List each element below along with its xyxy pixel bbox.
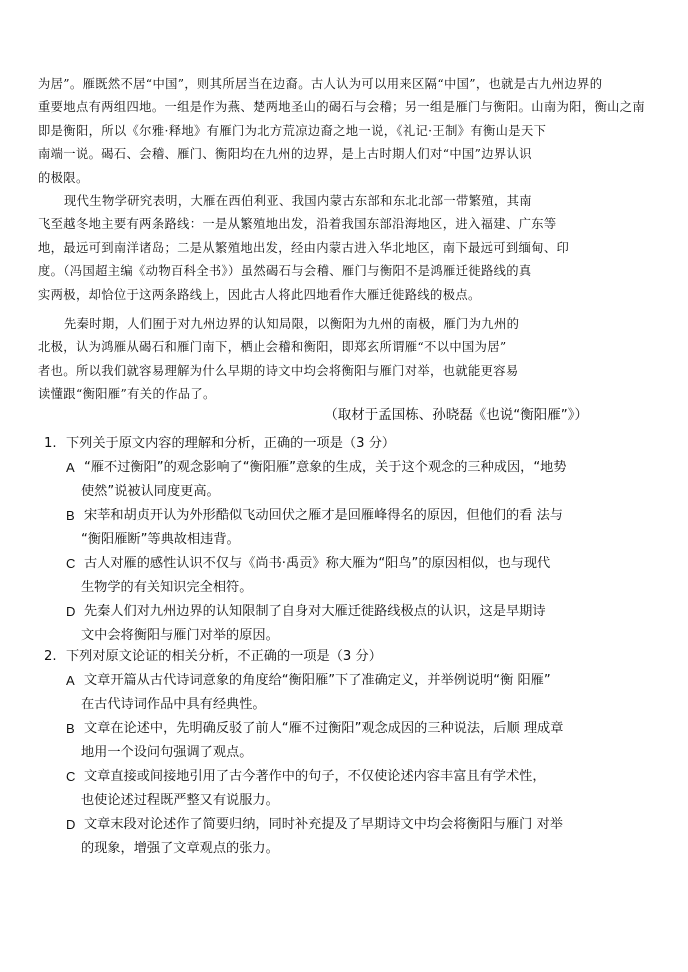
passage-paragraph-2	[64, 190, 650, 213]
passage-line: 实两极，却恰位于这两条路线上，因此古人将此四地看作大雁迁徙路线的极点。	[38, 287, 481, 302]
option-text: 在古代诗词作品中具有经典性。	[81, 697, 266, 712]
passage-line: 飞至越冬地主要有两条路线：一是从繁殖地出发，沿着我国东部沿海地区，进入福建、广东等	[38, 217, 557, 232]
option-a[interactable]	[44, 669, 654, 717]
option-text: 地用一个设问句强调了观点。	[81, 745, 253, 760]
passage-paragraph-1	[38, 73, 650, 190]
passage-line: 的极限。	[38, 170, 89, 185]
option-d[interactable]	[44, 600, 654, 648]
passage-line: 者也。所以我们就容易理解为什么早期的诗文中均会将衡阳与雁门对举，也就能更容易	[38, 363, 519, 378]
passage-line: 先秦时期，人们囿于对九州边界的认知局限，以衡阳为九州的南极，雁门为九州的	[64, 317, 520, 331]
option-letter: A	[66, 673, 75, 688]
option-text: 先秦人们对九州边界的认知限制了自身对大雁迁徙路线极点的认识，这是早期诗	[84, 604, 546, 619]
option-c[interactable]	[44, 765, 654, 813]
option-text: 文章开篇从古代诗词意象的角度给“衡阳雁”下了准确定义，并举例说明“衡 阳雁”	[84, 673, 551, 688]
source-citation: （取材于孟国栋、孙晓磊《也说“衡阳雁”》）	[324, 407, 588, 423]
passage-line: 北极，认为鸿雁从碣石和雁门南下，栖止会稽和衡阳，即郑玄所谓雁“不以中国为居”	[38, 340, 507, 355]
option-b[interactable]	[44, 717, 654, 765]
option-text: 文章在论述中，先明确反驳了前人“雁不过衡阳”观念成因的三种说法，后顺 理成章	[84, 721, 564, 736]
option-text: 的现象，增强了文章观点的张力。	[81, 841, 279, 856]
question-number: 2.	[44, 649, 57, 664]
question-stem	[44, 645, 654, 669]
option-text: 宋莘和胡贞开认为外形酷似飞动回伏之雁才是回雁峰得名的原因，但他们的看 法与	[84, 508, 563, 523]
option-text: “雁不过衡阳”的观念影响了“衡阳雁”意象的生成，关于这个观念的三种成因，“地势	[84, 460, 567, 475]
option-letter: C	[66, 769, 76, 784]
passage-paragraph-2-cont	[38, 213, 650, 307]
option-a[interactable]	[44, 456, 654, 504]
question-text: 下列关于原文内容的理解和分析，正确的一项是（3 分）	[66, 436, 396, 451]
option-text: 文章末段对论述作了简要归纳，同时补充提及了早期诗文中均会将衡阳与雁门 对举	[84, 817, 563, 832]
option-letter: B	[66, 721, 75, 736]
question-stem	[44, 432, 654, 456]
passage-line: 为居”。雁既然不居“中国”，则其所居当在边裔。古人认为可以用来区隔“中国”，也就是古九州边界的	[38, 77, 603, 91]
option-text: 使然”说被认同度更高。	[81, 484, 220, 499]
option-letter: B	[66, 508, 75, 523]
passage-line: 度。（冯国超主编《动物百科全书》）虽然碣石与会稽、雁门与衡阳不是鸿雁迁徙路线的真	[38, 264, 532, 279]
option-text: 也使论述过程既严整又有说服力。	[81, 793, 279, 808]
option-c[interactable]	[44, 552, 654, 600]
question-number: 1.	[44, 436, 57, 451]
passage-paragraph-3	[64, 313, 650, 336]
option-d[interactable]	[44, 813, 654, 861]
passage-line: 现代生物学研究表明，大雁在西伯利亚、我国内蒙古东部和东北北部一带繁殖，其南	[64, 194, 532, 208]
question-text: 下列对原文论证的相关分析，不正确的一项是（3 分）	[66, 649, 382, 664]
passage-line: 南端一说。碣石、会稽、雁门、衡阳均在九州的边界，是上古时期人们对“中国”边界认识	[38, 147, 532, 162]
option-text: 古人对雁的感性认识不仅与《尚书·禹贡》称大雁为“阳鸟”的原因相似，也与现代	[84, 556, 551, 571]
option-text: “衡阳雁断”等典故相违背。	[81, 532, 240, 547]
option-text: 文章直接或间接地引用了古今著作中的句子，不仅使论述内容丰富且有学术性，	[84, 769, 546, 784]
option-letter: C	[66, 556, 76, 571]
option-text: 生物学的有关知识完全相符。	[81, 580, 253, 595]
passage-paragraph-3-cont	[38, 336, 650, 406]
passage-line: 重要地点有两组四地。一组是作为燕、楚两地圣山的碣石与会稽；另一组是雁门与衡阳。山南为阳，衡山之南	[38, 100, 646, 115]
passage-line: 地，最远可到南洋诸岛；二是从繁殖地出发，经由内蒙古进入华北地区，南下最远可到缅甸、印	[38, 240, 570, 255]
option-letter: D	[66, 604, 76, 619]
question-2	[44, 645, 654, 861]
option-b[interactable]	[44, 504, 654, 552]
passage-line: 即是衡阳，所以《尔雅·释地》有雁门为北方荒凉边裔之地一说，《礼记·王制》有衡山是天下	[38, 123, 547, 138]
option-text: 文中会将衡阳与雁门对举的原因。	[81, 628, 279, 643]
passage-line: 读懂跟“衡阳雁”有关的作品了。	[38, 387, 216, 402]
option-letter: A	[66, 460, 75, 475]
option-letter: D	[66, 817, 76, 832]
question-1	[44, 432, 654, 648]
